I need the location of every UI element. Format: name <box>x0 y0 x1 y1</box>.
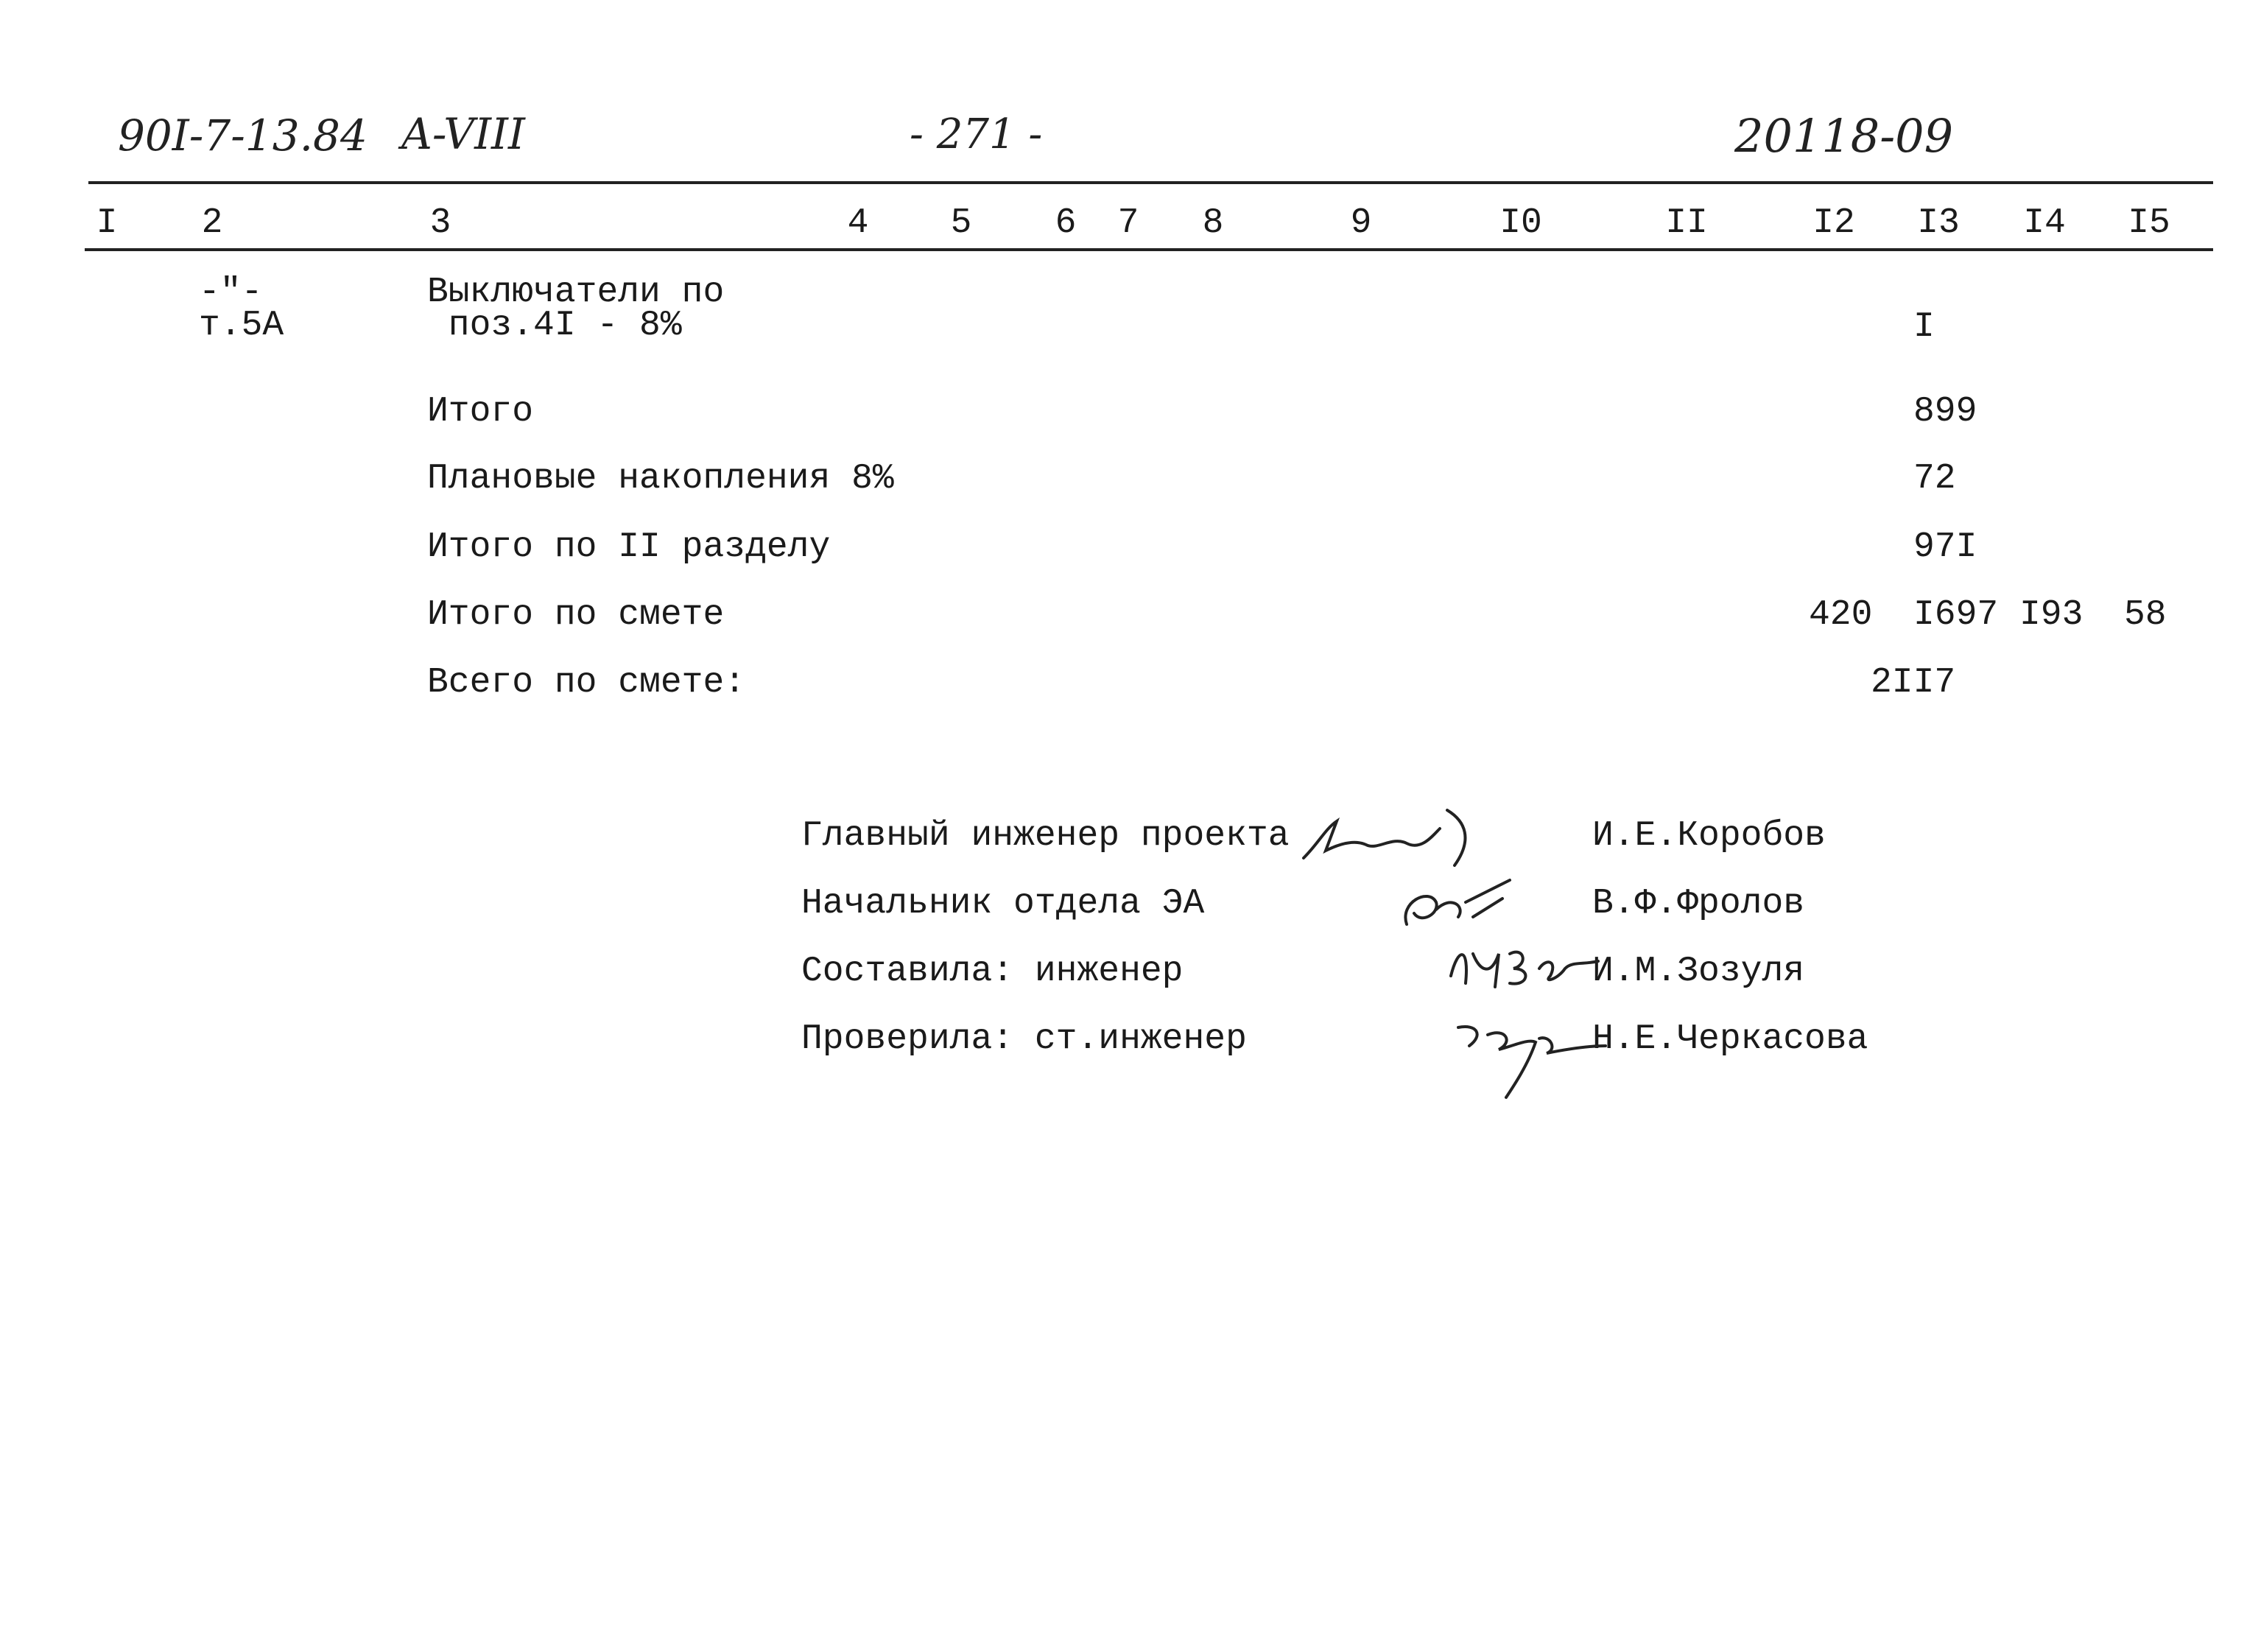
signature-name-department-head: В.Ф.Фролов <box>1592 884 1805 924</box>
row2-description: Итого <box>427 392 534 432</box>
col-header-10: I0 <box>1499 203 1542 243</box>
col-header-3: 3 <box>429 203 451 243</box>
signature-scribble-chief-engineer <box>1296 799 1488 880</box>
row1-description-line2: поз.4I - 8% <box>427 306 682 345</box>
top-rule <box>88 181 2213 184</box>
signature-scribble-checked-by <box>1447 1005 1617 1105</box>
col-header-9: 9 <box>1350 203 1372 243</box>
col-header-5: 5 <box>950 203 972 243</box>
signature-scribble-compiled-by <box>1440 932 1609 1005</box>
row3-col13: 72 <box>1913 459 1956 499</box>
col-header-15: I5 <box>2128 203 2170 243</box>
col-header-6: 6 <box>1055 203 1077 243</box>
row5-col12: 420 <box>1809 595 1873 635</box>
col-header-4: 4 <box>847 203 869 243</box>
project-number: 20118-09 <box>1734 109 1954 163</box>
col-header-8: 8 <box>1202 203 1224 243</box>
col-header-14: I4 <box>2023 203 2066 243</box>
col-header-11: II <box>1665 203 1708 243</box>
album-code: A-VIII <box>401 109 525 159</box>
row1-col2-ditto: -"- <box>199 273 263 312</box>
col-header-7: 7 <box>1117 203 1139 243</box>
col-header-13: I3 <box>1917 203 1960 243</box>
row5-description: Итого по смете <box>427 595 725 635</box>
row4-description: Итого по II разделу <box>427 527 831 567</box>
row1-col13: I <box>1913 307 1935 347</box>
row5-col14: I93 <box>2019 595 2084 635</box>
signature-role-department-head: Начальник отдела ЭА <box>801 884 1205 924</box>
col-header-2: 2 <box>201 203 223 243</box>
column-header-rule <box>85 248 2213 251</box>
signature-name-checked-by: Н.Е.Черкасова <box>1592 1019 1868 1059</box>
row5-col13: I697 <box>1913 595 1999 635</box>
signature-role-compiled-by: Составила: инженер <box>801 952 1184 991</box>
col-header-1: I <box>96 203 118 243</box>
signature-scribble-department-head <box>1392 873 1525 939</box>
signature-role-chief-engineer: Главный инженер проекта <box>801 816 1290 856</box>
row1-description-line1: Выключатели по <box>427 273 725 312</box>
page-number: - 271 - <box>910 110 1043 158</box>
row6-total: 2II7 <box>1871 663 1956 703</box>
row5-col15: 58 <box>2124 595 2167 635</box>
row4-col13: 97I <box>1913 527 1977 567</box>
row3-description: Плановые накопления 8% <box>427 459 894 499</box>
signature-name-chief-engineer: И.Е.Коробов <box>1592 816 1826 856</box>
col-header-12: I2 <box>1812 203 1855 243</box>
row2-col13: 899 <box>1913 392 1977 432</box>
doc-code: 90I-7-13.84 <box>118 110 368 161</box>
row1-col2-ref: т.5А <box>199 306 284 345</box>
signature-role-checked-by: Проверила: ст.инженер <box>801 1019 1247 1059</box>
signature-name-compiled-by: И.М.Зозуля <box>1592 952 1805 991</box>
row6-description: Всего по смете: <box>427 663 746 703</box>
